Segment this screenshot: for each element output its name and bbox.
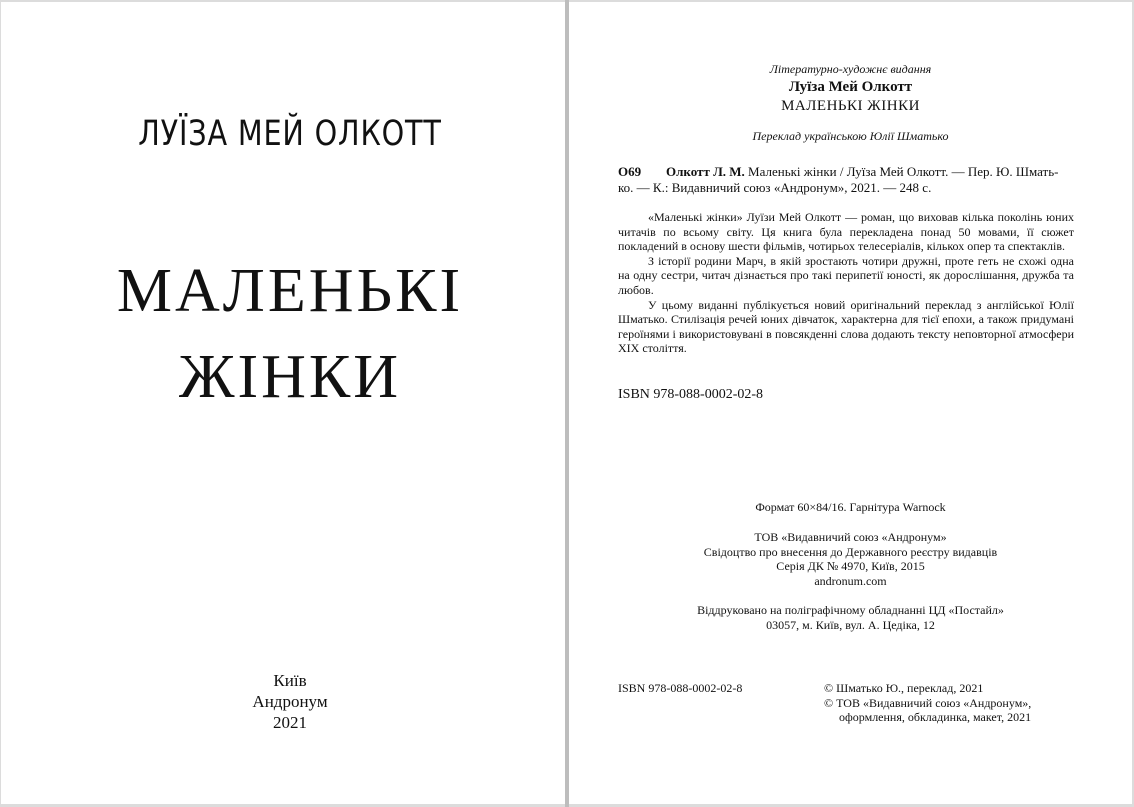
biblio-author: Олкотт Л. М. (666, 164, 745, 179)
genre-label: Літературно-художнє видання (769, 62, 932, 76)
abstract-paragraph: З історії родини Марч, в якій зростають чотири дружні, проте геть не схожі одна на одну сестри, читач дізнається про такі перипетії юності, як дорослішання, дружба та любов. (618, 253, 1074, 297)
book-abstract (618, 210, 1074, 356)
copyright-page-author: Луїза Мей Олкотт (788, 79, 913, 95)
right-page (569, 2, 1132, 804)
publisher-info (569, 530, 1132, 588)
abstract-paragraph: «Маленькі жінки» Луїзи Мей Олкотт — роман, що виховав кілька поколінь юних читачів по всьому світу. Ця книга була перекладена понад 50 мовами, її сюжет покладений в основу шести фільмів, чотирьох телесеріалів, кількох опер та спектаклів. (618, 210, 1074, 254)
copyright-line: оформлення, обкладинка, макет, 2021 (839, 710, 1032, 725)
isbn-main: ISBN 978-088-0002-02-8 (618, 387, 764, 402)
imprint-publisher: Андронум (252, 692, 328, 711)
left-page (1, 2, 565, 804)
copyright-notice (824, 681, 1031, 725)
publisher-line: ТОВ «Видавничий союз «Андронум» (754, 530, 947, 544)
imprint (1, 670, 579, 733)
abstract-paragraph: У цьому виданні публікується новий оригінальний переклад з англійської Юлії Шматько. Стилізація речей юних дівчаток, характерна для тієї епохи, а також придумані героїнями і використовувані в повсякденні слова додають тексту неповторної атмосфери XIX століття. (618, 297, 1074, 356)
copyright-line: © ТОВ «Видавничий союз «Андронум», (824, 695, 1032, 710)
isbn-footer: ISBN 978-088-0002-02-8 (618, 681, 743, 695)
printer-info (569, 603, 1132, 632)
publisher-line: Серія ДК № 4970, Київ, 2015 (776, 559, 925, 574)
biblio-line-1-rest: Маленькі жінки / Луїза Мей Олкотт. — Пер. Ю. Шмать- (748, 164, 1059, 179)
biblio-line-1 (666, 164, 1059, 180)
imprint-city: Київ (273, 671, 307, 690)
imprint-year: 2021 (273, 713, 307, 732)
format-info: Формат 60×84/16. Гарнітура Warnock (755, 500, 946, 514)
translation-credit: Переклад українською Юлії Шматько (752, 129, 949, 143)
book-title-line-1: МАЛЕНЬКІ (116, 257, 464, 325)
biblio-line-2: ко. — К.: Видавничий союз «Андронум», 2021. — 248 с. (618, 180, 932, 195)
printer-line: Віддруковано на поліграфічному обладнанні ЦД «Постайл» (697, 603, 1004, 617)
book-author: ЛУЇЗА МЕЙ ОЛКОТТ (138, 114, 442, 154)
catalog-code: О69 (618, 164, 642, 179)
publisher-line: Свідоцтво про внесення до Державного реєстру видавців (703, 544, 998, 559)
publisher-website: andronum.com (814, 573, 887, 588)
copyright-page-title: МАЛЕНЬКІ ЖІНКИ (781, 98, 920, 114)
printer-line: 03057, м. Київ, вул. А. Цедіка, 12 (766, 617, 935, 632)
book-title-line-2: ЖІНКИ (178, 343, 402, 411)
copyright-line: © Шматько Ю., переклад, 2021 (824, 681, 984, 695)
